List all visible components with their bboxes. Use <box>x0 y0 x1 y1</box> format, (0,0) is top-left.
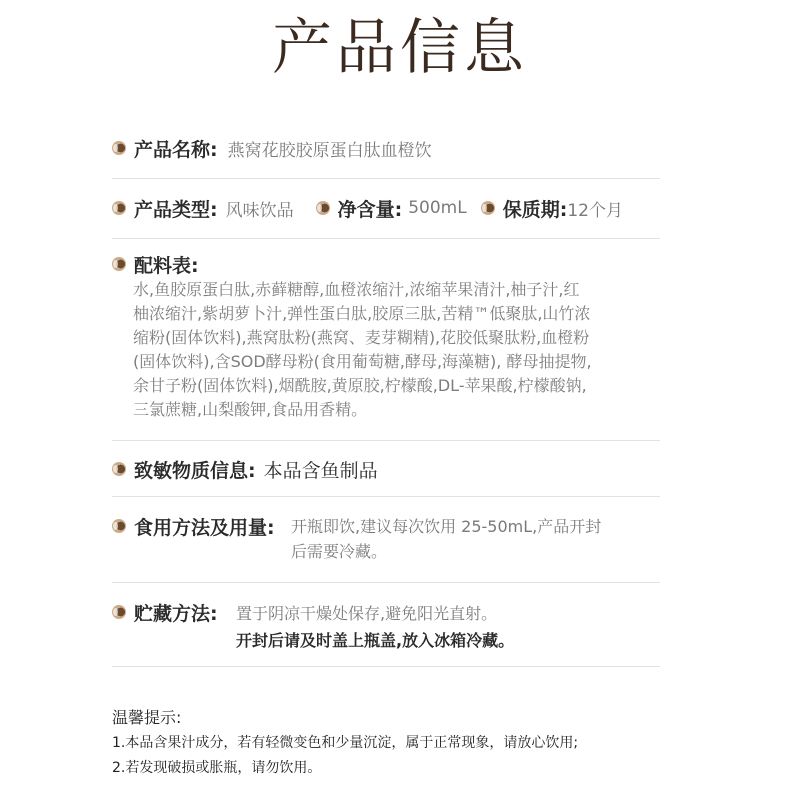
divider <box>112 582 660 583</box>
product-type-label: 产品类型: <box>134 198 218 221</box>
divider <box>112 178 660 179</box>
storage-label: 贮藏方法: <box>134 602 218 625</box>
storage-warning: 开封后请及时盖上瓶盖,放入冰箱冷藏。 <box>236 631 515 650</box>
coffee-bean-bullet-icon <box>112 257 126 271</box>
product-name-row <box>112 134 432 162</box>
net-content-value: 500mL <box>408 198 467 218</box>
divider <box>112 666 660 667</box>
coffee-bean-bullet-icon <box>481 201 495 215</box>
ingredients-line: 余甘子粉(固体饮料),烟酰胺,黄原胶,柠檬酸,DL-苹果酸,柠檬酸钠, <box>133 376 587 395</box>
product-name-value: 燕窝花胶胶原蛋白肽血橙饮 <box>227 140 432 161</box>
coffee-bean-bullet-icon <box>112 201 126 215</box>
divider <box>112 238 660 239</box>
shelf-life-value: 12个月 <box>567 200 623 221</box>
tip-item: 1.本品含果汁成分，若有轻微变色和少量沉淀，属于正常现象，请放心饮用; <box>112 735 579 751</box>
coffee-bean-bullet-icon <box>112 519 126 533</box>
divider <box>112 440 660 441</box>
usage-line: 后需要冷藏。 <box>291 542 388 561</box>
divider <box>112 496 660 497</box>
allergen-value: 本品含鱼制品 <box>263 459 378 482</box>
warm-tips <box>112 705 712 781</box>
usage-label: 食用方法及用量: <box>134 516 275 539</box>
product-type-row <box>112 194 623 222</box>
coffee-bean-bullet-icon <box>112 605 126 619</box>
allergen-row <box>112 455 378 483</box>
product-type-value: 风味饮品 <box>225 200 294 221</box>
coffee-bean-bullet-icon <box>112 462 126 476</box>
storage-instruction: 置于阴凉干燥处保存,避免阳光直射。 <box>236 604 498 623</box>
tip-item: 2.若发现破损或胀瓶，请勿饮用。 <box>112 760 322 776</box>
tips-title: 温馨提示: <box>112 708 182 727</box>
ingredients-heading <box>112 250 199 278</box>
usage-value <box>291 514 671 564</box>
ingredients-line: 水,鱼胶原蛋白肽,赤藓糖醇,血橙浓缩汁,浓缩苹果清汁,柚子汁,红 <box>133 280 580 299</box>
ingredients-line: 缩粉(固体饮料),燕窝肽粉(燕窝、麦芽糊精),花胶低聚肽粉,血橙粉 <box>133 328 590 347</box>
shelf-life-label: 保质期: <box>502 198 568 221</box>
ingredients-list <box>133 278 673 422</box>
storage-value <box>236 600 656 654</box>
storage-row <box>112 598 218 626</box>
ingredients-line: (固体饮料),含SOD酵母粉(食用葡萄糖,酵母,海藻糖), 酵母抽提物, <box>133 352 592 371</box>
coffee-bean-bullet-icon <box>316 201 330 215</box>
page-title: 产品信息 <box>272 13 528 83</box>
coffee-bean-bullet-icon <box>112 141 126 155</box>
usage-row <box>112 512 275 540</box>
allergen-label: 致敏物质信息: <box>134 459 256 482</box>
usage-line: 开瓶即饮,建议每次饮用 25-50mL,产品开封 <box>291 517 602 536</box>
ingredients-line: 三氯蔗糖,山梨酸钾,食品用香精。 <box>133 400 368 419</box>
ingredients-line: 柚浓缩汁,紫胡萝卜汁,弹性蛋白肽,胶原三肽,苦精™低聚肽,山竹浓 <box>133 304 591 323</box>
product-name-label: 产品名称: <box>134 138 218 161</box>
ingredients-label: 配料表: <box>134 254 199 277</box>
net-content-label: 净含量: <box>337 198 403 221</box>
